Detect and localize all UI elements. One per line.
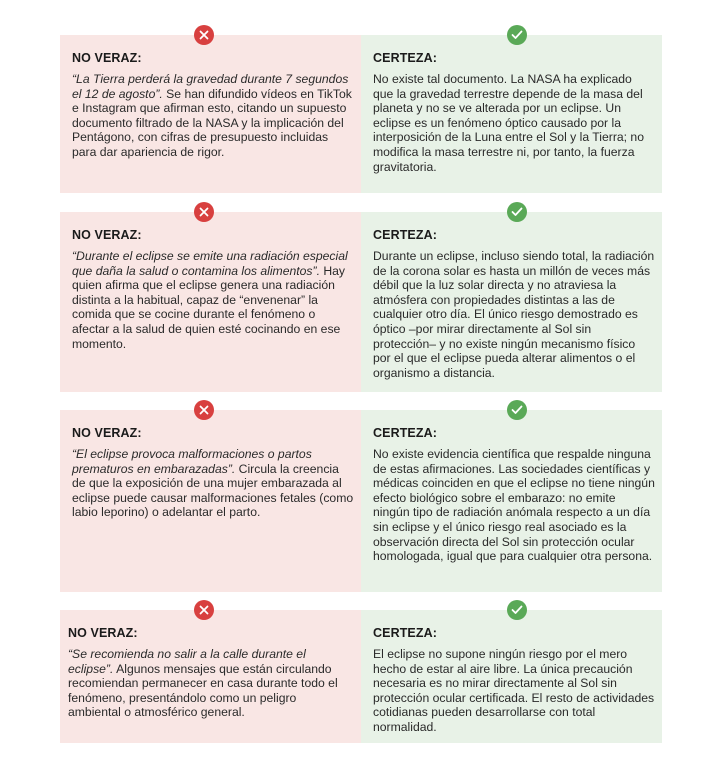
false-claim-body: Algunos mensajes que están circulando recomiendan permanecer en casa durante todo el fenómeno, presentándolo como un peligro ambiental o atmosférico general. xyxy=(68,661,338,720)
check-circle-icon xyxy=(507,25,527,45)
truth-label: CERTEZA: xyxy=(373,426,437,440)
check-circle-icon xyxy=(507,400,527,420)
truth-cell xyxy=(361,610,662,743)
truth-label: CERTEZA: xyxy=(373,51,437,65)
false-claim-body: Circula la creencia de que la exposición de una mujer embarazada al eclipse puede causar malformaciones fetales (como labio leporino) o adelantar el parto. xyxy=(72,461,354,520)
false-claim-text xyxy=(68,647,350,720)
x-circle-icon xyxy=(194,25,214,45)
false-claim-cell xyxy=(60,410,361,592)
false-claim-cell xyxy=(60,35,361,193)
truth-text: No existe evidencia científica que respalde ninguna de estas afirmaciones. Las sociedades científicas y médicas coinciden en que el eclipse no tiene ningún efecto biológico sobre el embarazo: no emite ningún tipo de radiación anómala respecto a un día sin eclipse y el único riesgo real asociado es la observación directa del Sol sin protección ocular homologada, igual que para cualquier otra persona. xyxy=(373,447,655,564)
false-label: NO VERAZ: xyxy=(68,626,138,640)
check-circle-icon xyxy=(507,202,527,222)
fact-check-row-4 xyxy=(60,610,662,743)
truth-text: No existe tal documento. La NASA ha explicado que la gravedad terrestre depende de la masa del planeta y no se ve alterada por un eclipse. Un eclipse es un fenómeno óptico causado por la interposición de la Luna entre el Sol y la Tierra; no modifica la masa terrestre ni, por tanto, la fuerza gravitatoria. xyxy=(373,72,644,174)
false-claim-quote: “La Tierra perderá la gravedad durante 7 segundos el 12 de agosto”. xyxy=(72,72,349,101)
false-claim-body: Se han difundido vídeos en TikTok e Instagram que afirman esto, citando un supuesto documento filtrado de la NASA y la implicación del Pentágono, con cifras de presupuesto incluidas para dar apariencia de rigor. xyxy=(72,86,352,159)
false-label: NO VERAZ: xyxy=(72,51,142,65)
truth-cell xyxy=(361,410,662,592)
check-circle-icon xyxy=(507,600,527,620)
truth-text: Durante un eclipse, incluso siendo total, la radiación de la corona solar es hasta un millón de veces más débil que la luz solar directa y no atraviesa la atmósfera con propiedades distintas a las de cualquier otro día. El único riesgo demostrado es óptico –por mirar directamente al Sol sin protección– y no existe ningún mecanismo físico por el que el eclipse pueda alterar alimentos o el organismo a distancia. xyxy=(373,249,655,380)
x-circle-icon xyxy=(194,202,214,222)
truth-label: CERTEZA: xyxy=(373,626,437,640)
truth-cell xyxy=(361,212,662,392)
false-label: NO VERAZ: xyxy=(72,228,142,242)
false-claim-quote: “Durante el eclipse se emite una radiación especial que daña la salud o contamina los alimentos”. xyxy=(72,249,348,278)
false-claim-cell xyxy=(60,610,361,743)
false-label: NO VERAZ: xyxy=(72,426,142,440)
fact-check-row-3 xyxy=(60,410,662,592)
false-claim-quote: “Se recomienda no salir a la calle durante el eclipse”. xyxy=(68,647,306,676)
fact-check-row-1 xyxy=(60,35,662,193)
false-claim-text xyxy=(72,447,354,520)
false-claim-text xyxy=(72,72,354,160)
false-claim-cell xyxy=(60,212,361,392)
truth-cell xyxy=(361,35,662,193)
x-circle-icon xyxy=(194,400,214,420)
false-claim-body: Hay quien afirma que el eclipse genera una radiación distinta a la habitual, capaz de “envenenar” la comida que se cocine durante el fenómeno o afectar a la salud de quien esté cocinando en ese momento. xyxy=(72,263,346,351)
x-circle-icon xyxy=(194,600,214,620)
truth-label: CERTEZA: xyxy=(373,228,437,242)
truth-text: El eclipse no supone ningún riesgo por el mero hecho de estar al aire libre. La única precaución necesaria es no mirar directamente al Sol sin protección ocular certificada. El resto de actividades cotidianas pueden desarrollarse con total normalidad. xyxy=(373,647,655,734)
false-claim-quote: “El eclipse provoca malformaciones o partos prematuros en embarazadas”. xyxy=(72,447,312,476)
false-claim-text xyxy=(72,249,354,351)
fact-check-row-2 xyxy=(60,212,662,392)
